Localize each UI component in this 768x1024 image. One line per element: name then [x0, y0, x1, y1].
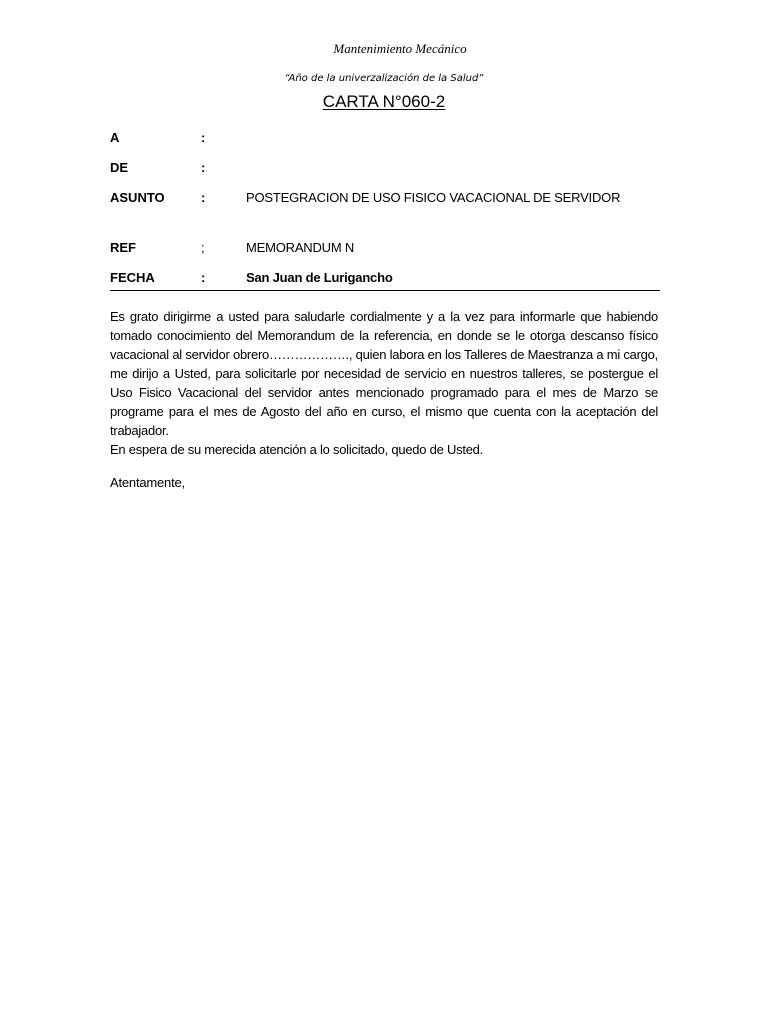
field-label-a: A — [110, 130, 120, 145]
field-colon-ref: ; — [201, 240, 205, 255]
letter-title: CARTA N°060-2 — [322, 92, 446, 111]
field-colon-a: : — [201, 130, 206, 145]
date-place-value: San Juan de Lurigancho — [246, 270, 393, 285]
field-colon-asunto: : — [201, 190, 206, 205]
field-row-de — [110, 160, 660, 180]
field-colon-de: : — [201, 160, 206, 175]
field-row-asunto — [110, 190, 660, 210]
organization-header: Mantenimiento Mecánico — [333, 41, 467, 56]
body-paragraph-2: En espera de su merecida atención a lo solicitado, quedo de Usted. — [110, 442, 484, 457]
header-divider — [110, 290, 660, 291]
field-colon-fecha: : — [201, 270, 206, 285]
field-label-fecha: FECHA — [110, 270, 155, 285]
subject-value: POSTEGRACION DE USO FISICO VACACIONAL DE SERVIDOR — [246, 190, 621, 205]
letter-body — [110, 307, 658, 459]
closing-salutation: Atentamente, — [110, 475, 185, 490]
field-row-fecha — [110, 270, 660, 290]
field-label-ref: REF — [110, 240, 136, 255]
field-row-a — [110, 130, 660, 150]
field-label-asunto: ASUNTO — [110, 190, 165, 205]
body-paragraph-1: Es grato dirigirme a usted para saludarle cordialmente y a la vez para informarle que habiendo tomado conocimiento del Memorandum de la referencia, en donde se le otorga descanso físico vacacional al servidor obrero………………., quien labora en los Talleres de Maestranza a mi cargo, me dirijo a Usted, para solicitarle por necesidad de servicio en nuestros talleres, se postergue el Uso Fisico Vacacional del servidor antes mencionado programado para el mes de Marzo se programe para el mes de Agosto del año en curso, el mismo que cuenta con la aceptación del trabajador. — [110, 309, 658, 438]
year-motto: “Año de la univerzalización de la Salud” — [284, 73, 484, 84]
field-label-de: DE — [110, 160, 129, 175]
field-row-ref — [110, 240, 660, 260]
reference-value: MEMORANDUM N — [246, 240, 355, 255]
